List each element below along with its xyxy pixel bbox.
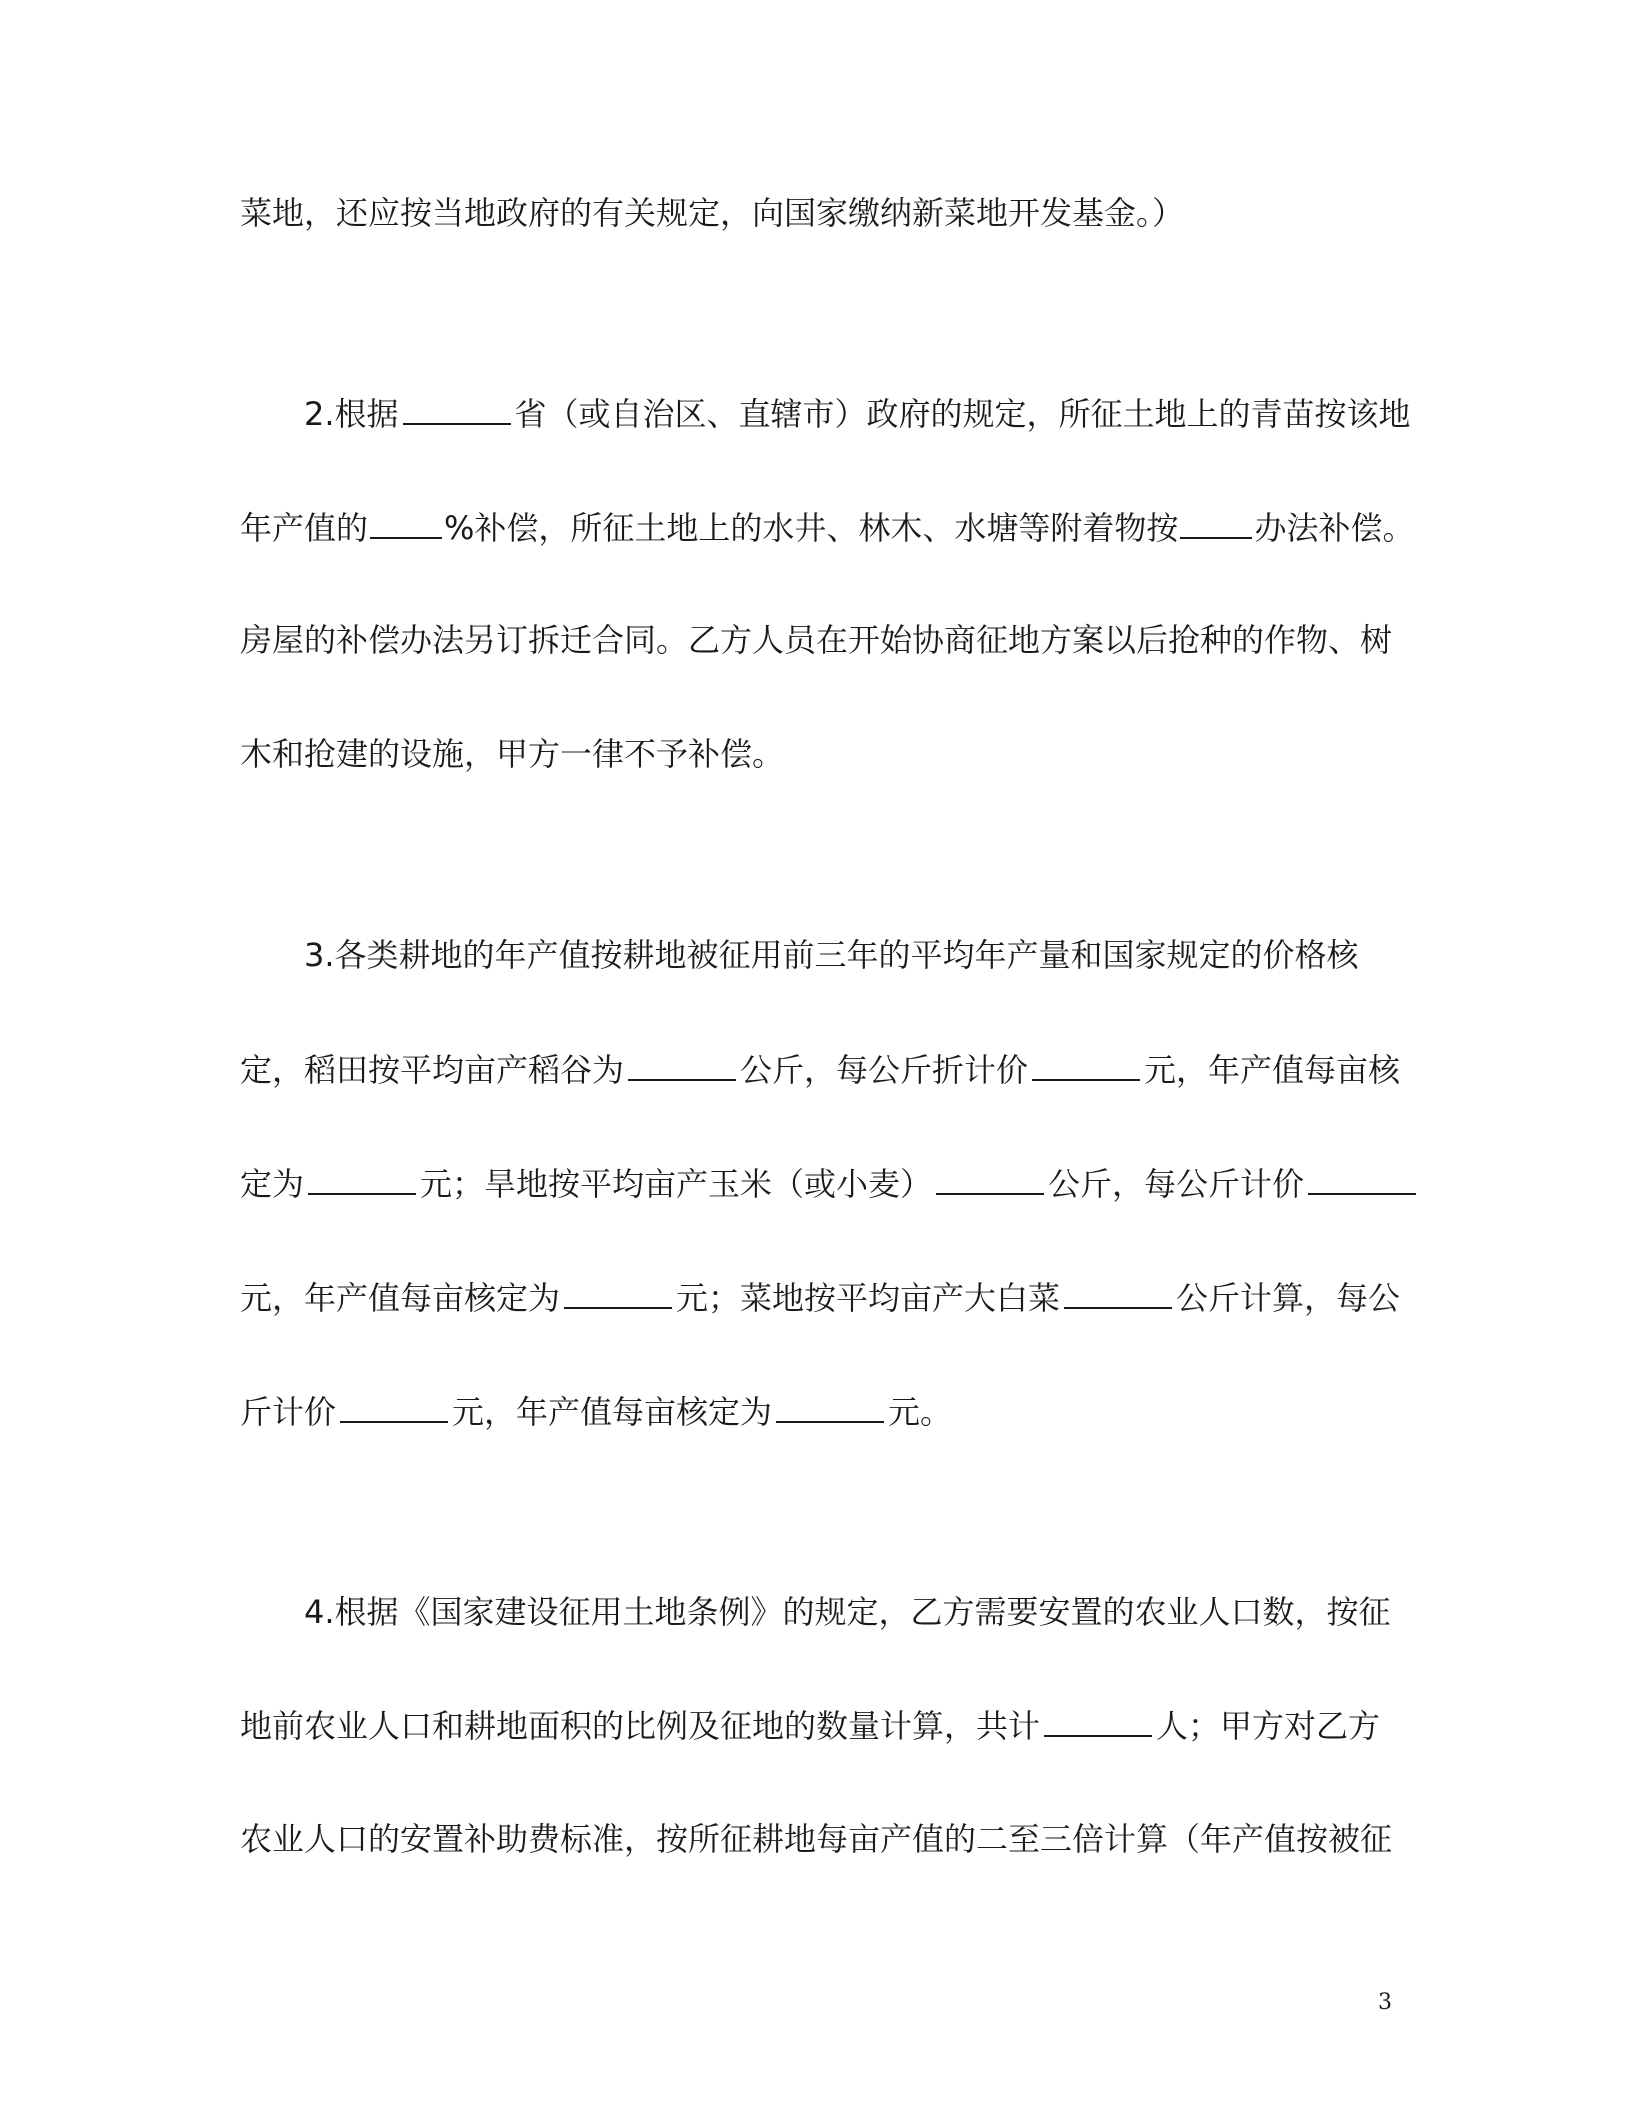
page-number: 3 <box>1378 1990 1392 2015</box>
text-segment: 办法补偿。 <box>1254 509 1415 547</box>
text-line <box>304 935 1392 975</box>
text-segment: 人；甲方对乙方 <box>1156 1707 1381 1745</box>
text-line <box>240 1391 1392 1432</box>
fill-in-blank <box>936 1163 1044 1195</box>
text-segment: 元，年产值每亩核定为 <box>452 1393 773 1431</box>
text-segment: 斤计价 <box>240 1393 337 1431</box>
text-line <box>240 1049 1401 1090</box>
text-segment: 定为 <box>240 1165 305 1203</box>
text-segment: 农业人口的安置补助费标准，按所征耕地每亩产值的二至三倍计算（年产值按被征 <box>240 1820 1393 1858</box>
fill-in-blank <box>403 393 511 425</box>
text-line <box>240 193 1392 233</box>
fill-in-blank <box>1064 1277 1172 1309</box>
text-line <box>240 734 1392 774</box>
text-line <box>240 1819 1392 1859</box>
text-segment: 地前农业人口和耕地面积的比例及征地的数量计算，共计 <box>240 1707 1041 1745</box>
text-segment: 公斤计算，每公 <box>1176 1279 1401 1317</box>
fill-in-blank <box>370 507 442 539</box>
text-line <box>240 1705 1392 1746</box>
text-segment: 4.根据《国家建设征用土地条例》的规定，乙方需要安置的农业人口数，按征 <box>304 1593 1391 1631</box>
text-segment: 2.根据 <box>304 395 399 433</box>
text-segment: 省（或自治区、直辖市）政府的规定，所征土地上的青苗按该地 <box>514 395 1411 433</box>
text-line <box>304 1592 1392 1632</box>
text-segment: 菜地，还应按当地政府的有关规定，向国家缴纳新菜地开发基金。） <box>240 194 1185 232</box>
fill-in-blank <box>776 1391 884 1423</box>
text-line <box>240 1163 1392 1204</box>
fill-in-blank <box>1044 1705 1152 1737</box>
text-segment: 元，年产值每亩核 <box>1144 1051 1401 1089</box>
fill-in-blank <box>1032 1049 1140 1081</box>
text-segment: 元；菜地按平均亩产大白菜 <box>676 1279 1061 1317</box>
text-segment: 公斤，每公斤折计价 <box>740 1051 1029 1089</box>
text-line <box>304 393 1411 434</box>
text-segment: 3.各类耕地的年产值按耕地被征用前三年的平均年产量和国家规定的价格核 <box>304 936 1359 974</box>
text-segment: 房屋的补偿办法另订拆迁合同。乙方人员在开始协商征地方案以后抢种的作物、树 <box>240 621 1393 659</box>
text-segment: %补偿，所征土地上的水井、林木、水塘等附着物按 <box>444 509 1179 547</box>
text-line <box>240 507 1415 548</box>
text-segment: 元，年产值每亩核定为 <box>240 1279 561 1317</box>
text-run <box>240 1049 1400 1090</box>
text-segment: 元。 <box>888 1393 953 1431</box>
fill-in-blank <box>1180 507 1252 539</box>
fill-in-blank <box>628 1049 736 1081</box>
text-segment: 元；旱地按平均亩产玉米（或小麦） <box>420 1165 933 1203</box>
text-segment: 定，稻田按平均亩产稻谷为 <box>240 1051 625 1089</box>
text-segment: 公斤，每公斤计价 <box>1048 1165 1305 1203</box>
text-segment: 木和抢建的设施，甲方一律不予补偿。 <box>240 735 785 773</box>
text-line <box>240 1277 1401 1318</box>
fill-in-blank <box>340 1391 448 1423</box>
text-line <box>240 620 1392 660</box>
fill-in-blank <box>564 1277 672 1309</box>
text-segment: 年产值的 <box>240 509 369 547</box>
fill-in-blank <box>1308 1163 1416 1195</box>
fill-in-blank <box>308 1163 416 1195</box>
